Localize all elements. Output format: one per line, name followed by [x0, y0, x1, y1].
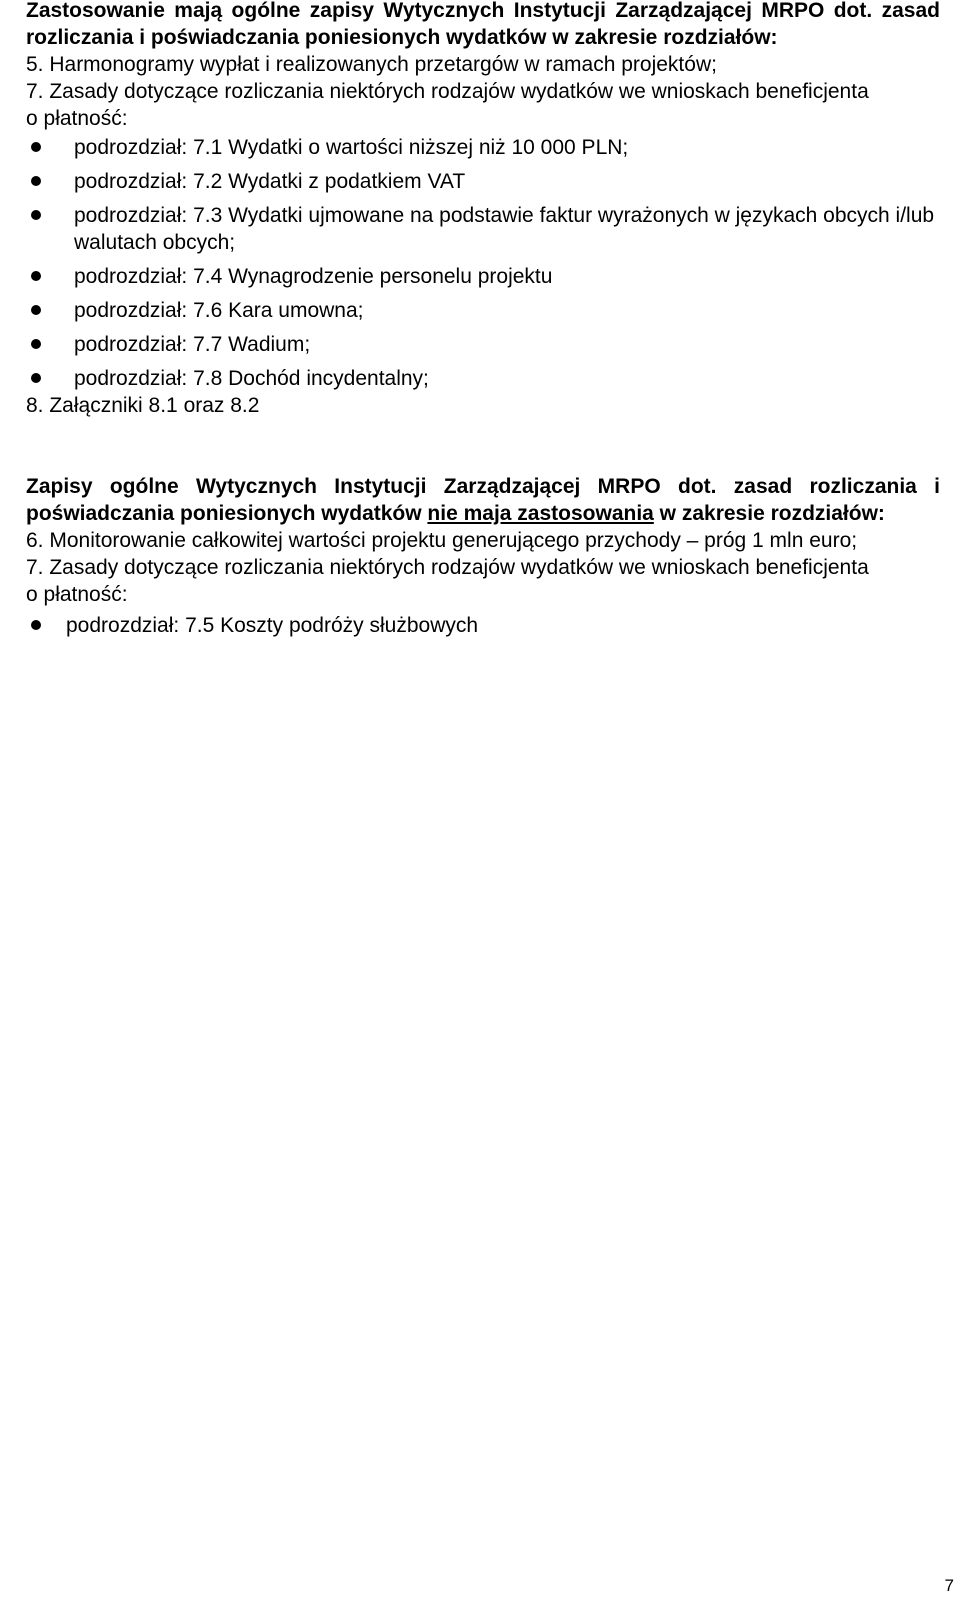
document-page	[26, 0, 940, 646]
page-number: 7	[944, 1576, 954, 1595]
bullet-icon	[31, 620, 41, 630]
list-item: podrozdział: 7.4 Wynagrodzenie personelu projektu	[26, 263, 940, 290]
section1-heading-line-1: Zastosowanie mają ogólne zapisy Wytycznych Instytucji Zarządzającej MRPO	[26, 0, 825, 22]
section2-item-7-line-2: o płatność:	[26, 583, 128, 606]
bullet-icon	[31, 142, 41, 152]
list-item: podrozdział: 7.8 Dochód incydentalny;	[26, 365, 940, 392]
section1-bullet-list	[26, 134, 940, 392]
section2-heading-underlined: nie maja zastosowania	[427, 502, 654, 525]
bullet-icon	[31, 176, 41, 186]
section1-item-7-line-1: 7. Zasady dotyczące rozliczania niektórych rodzajów wydatków we wnioskach beneficjenta	[26, 80, 869, 103]
section1-item-7-line-2: o płatność:	[26, 107, 128, 130]
bullet-icon	[31, 339, 41, 349]
section1-item-5: 5. Harmonogramy wypłat i realizowanych przetargów w ramach projektów;	[26, 53, 717, 76]
list-item: podrozdział: 7.6 Kara umowna;	[26, 297, 940, 324]
spacer	[26, 419, 940, 473]
section1-heading-line-2: dot. zasad rozliczania i poświadczania poniesionych wydatków w zakresie rozdziałów:	[26, 0, 940, 49]
bullet-icon	[31, 305, 41, 315]
bullet-icon	[31, 210, 41, 220]
list-item: podrozdział: 7.3 Wydatki ujmowane na podstawie faktur wyrażonych w językach obcych i/lub walutach obcych;	[26, 202, 940, 256]
section2-item-7-line-1: 7. Zasady dotyczące rozliczania niektórych rodzajów wydatków we wnioskach beneficjenta	[26, 556, 869, 579]
list-item: podrozdział: 7.1 Wydatki o wartości niższej niż 10 000 PLN;	[26, 134, 940, 161]
list-item: podrozdział: 7.5 Koszty podróży służbowych	[26, 612, 940, 639]
list-item: podrozdział: 7.2 Wydatki z podatkiem VAT	[26, 168, 940, 195]
section1-item-8: 8. Załączniki 8.1 oraz 8.2	[26, 394, 260, 417]
bullet-icon	[31, 271, 41, 281]
section2-heading-part-1: Zapisy ogólne Wytycznych Instytucji Zarządzającej MRPO dot. zasad rozliczania i poświadczania poniesionych wydatków	[26, 475, 940, 525]
section2-heading-part-2: w zakresie rozdziałów:	[653, 502, 885, 525]
section2-heading	[26, 473, 940, 527]
list-item: podrozdział: 7.7 Wadium;	[26, 331, 940, 358]
section1-heading	[26, 0, 940, 51]
section2-item-6: 6. Monitorowanie całkowitej wartości projektu generującego przychody – próg 1 mln euro;	[26, 529, 858, 552]
section2-bullet-list	[26, 612, 940, 639]
bullet-icon	[31, 373, 41, 383]
